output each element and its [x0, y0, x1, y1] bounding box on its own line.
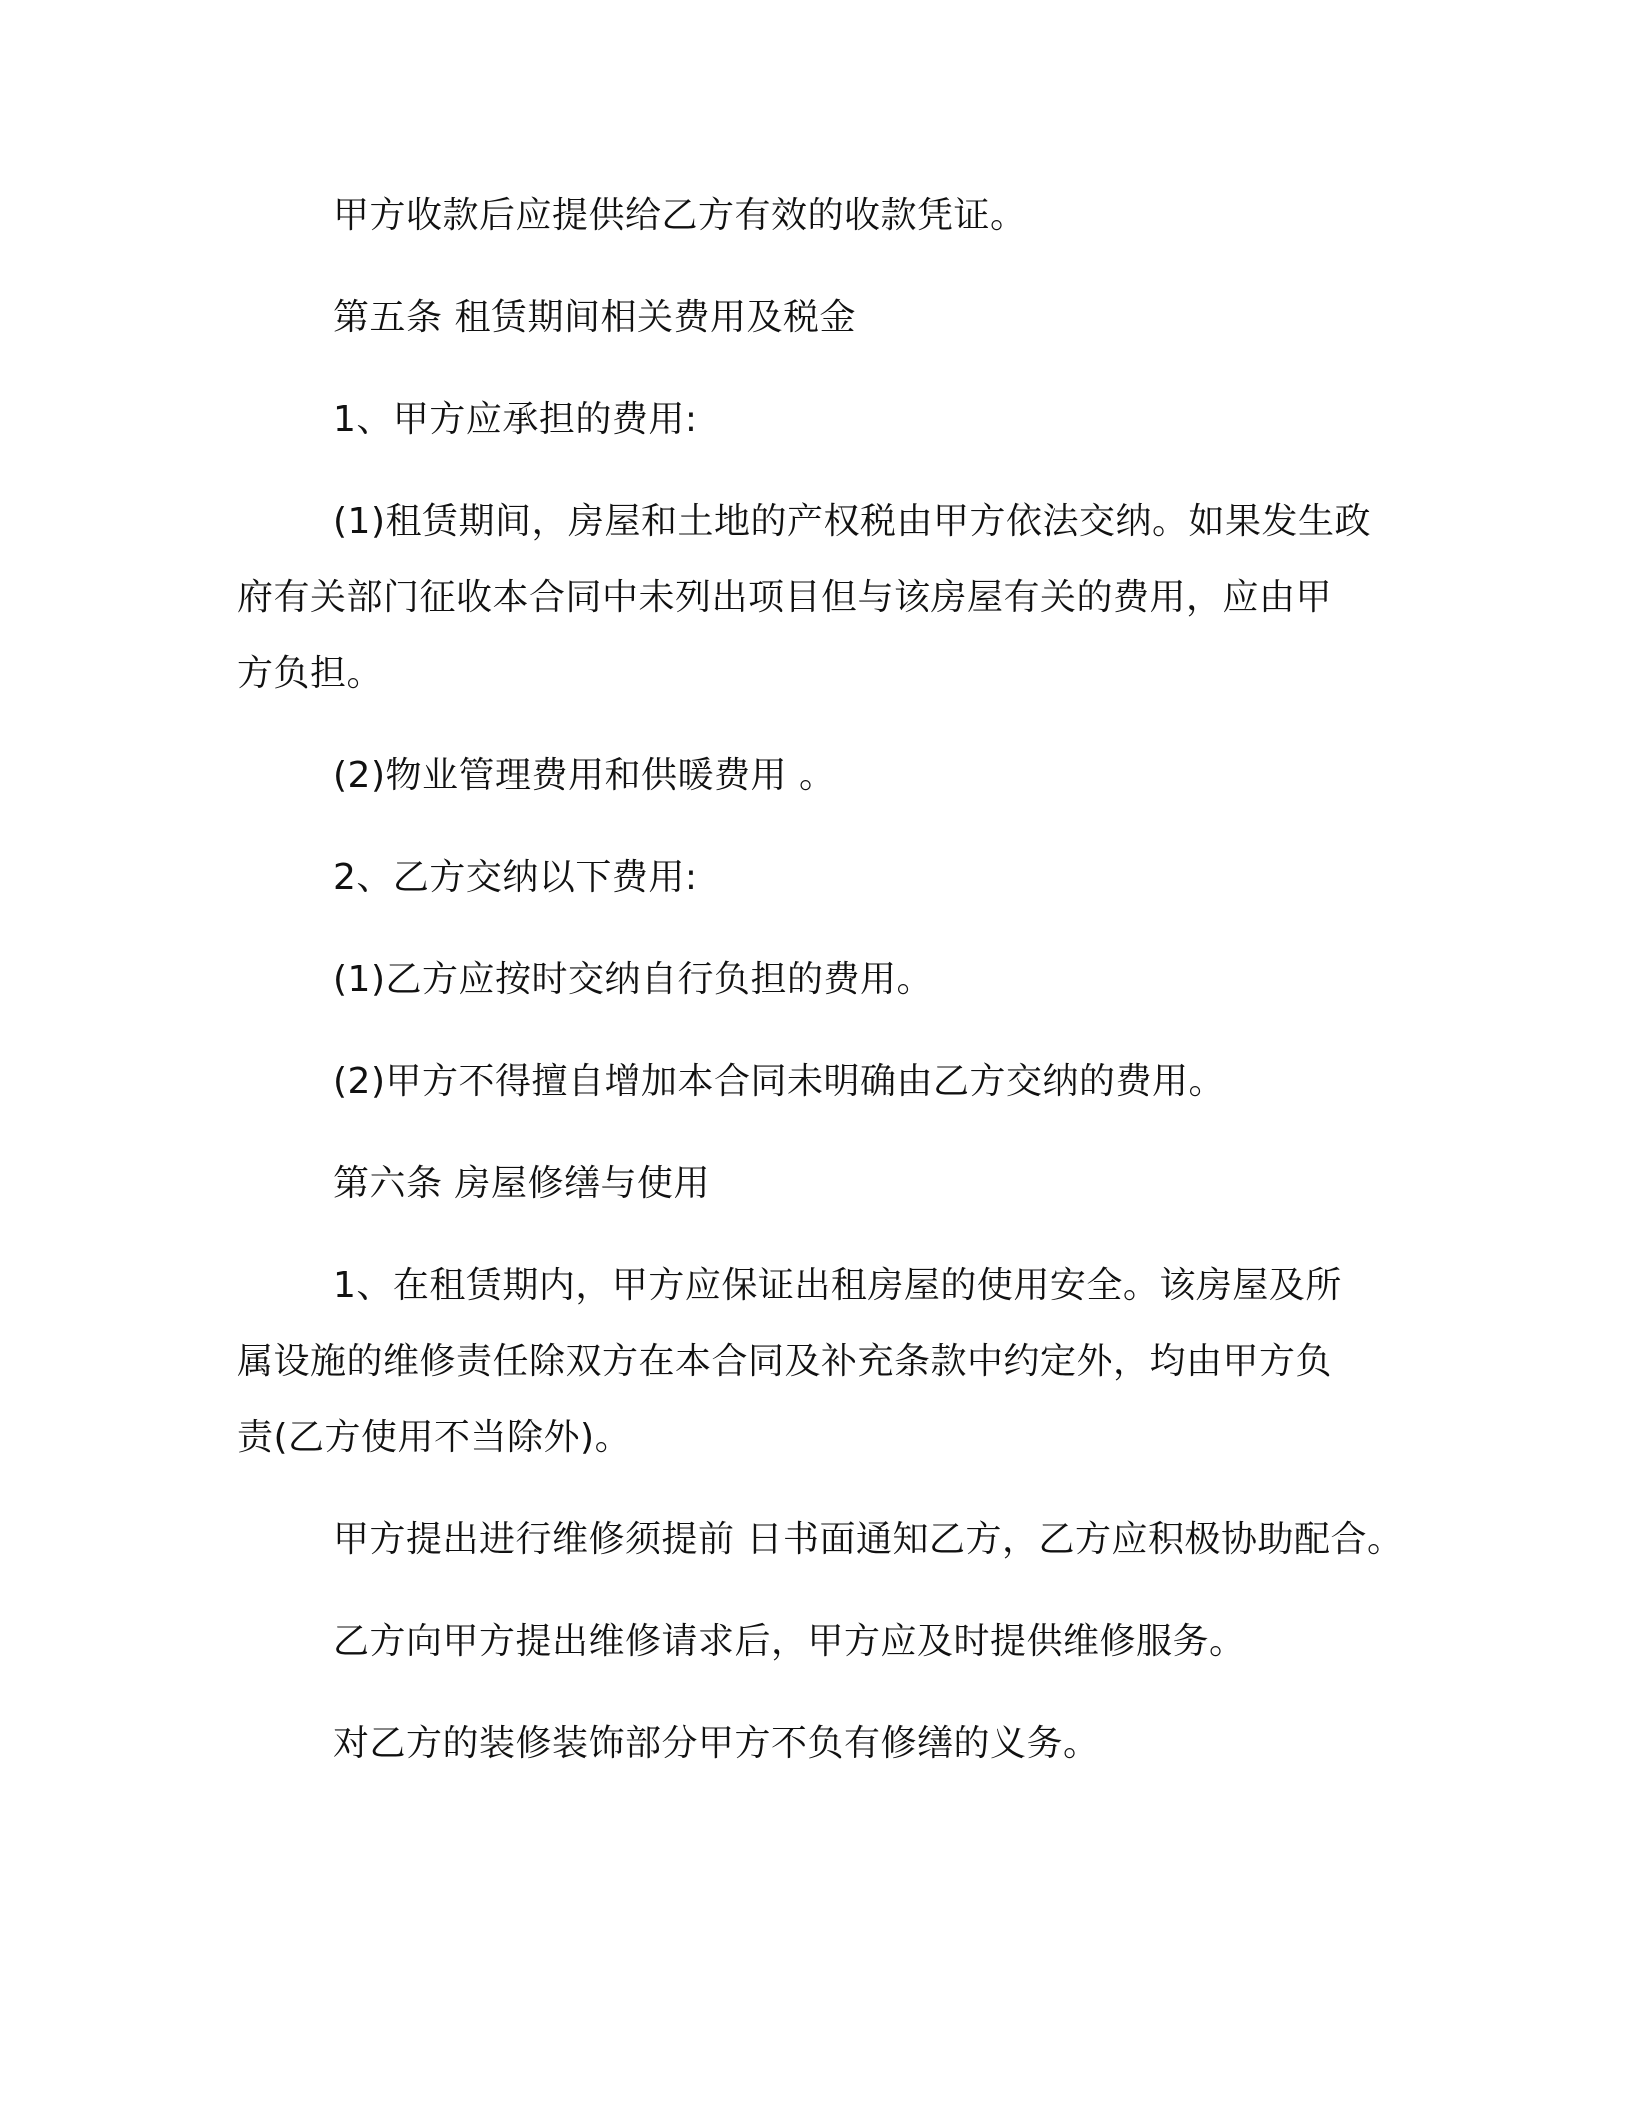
item-lessee-fees-1: (1)乙方应按时交纳自行负担的费用。 [333, 959, 933, 1000]
item-lessor-fees-2: (2)物业管理费用和供暖费用 。 [333, 755, 836, 796]
item-repair-1-line2: 属设施的维修责任除双方在本合同及补充条款中约定外，均由甲方负 [237, 1341, 1333, 1382]
paragraph-repair-request: 乙方向甲方提出维修请求后，甲方应及时提供维修服务。 [333, 1621, 1246, 1662]
paragraph-receipt: 甲方收款后应提供给乙方有效的收款凭证。 [333, 195, 1027, 236]
item-lessee-fees: 2、乙方交纳以下费用: [333, 857, 698, 898]
item-lessor-fees: 1、甲方应承担的费用: [333, 399, 698, 440]
item-repair-1-line3: 责(乙方使用不当除外)。 [237, 1417, 632, 1458]
paragraph-repair-notice: 甲方提出进行维修须提前 日书面通知乙方，乙方应积极协助配合。 [333, 1519, 1404, 1560]
item-lessor-fees-1-line1: (1)租赁期间，房屋和土地的产权税由甲方依法交纳。如果发生政 [333, 501, 1371, 542]
item-lessor-fees-1-line2: 府有关部门征收本合同中未列出项目但与该房屋有关的费用，应由甲 [237, 577, 1333, 618]
item-lessee-fees-2: (2)甲方不得擅自增加本合同未明确由乙方交纳的费用。 [333, 1061, 1225, 1102]
paragraph-decoration: 对乙方的装修装饰部分甲方不负有修缮的义务。 [333, 1723, 1100, 1764]
item-lessor-fees-1-line3: 方负担。 [237, 653, 384, 694]
item-repair-1-line1: 1、在租赁期内，甲方应保证出租房屋的使用安全。该房屋及所 [333, 1265, 1342, 1306]
heading-article-5: 第五条 租赁期间相关费用及税金 [333, 297, 856, 338]
heading-article-6: 第六条 房屋修缮与使用 [333, 1163, 710, 1204]
